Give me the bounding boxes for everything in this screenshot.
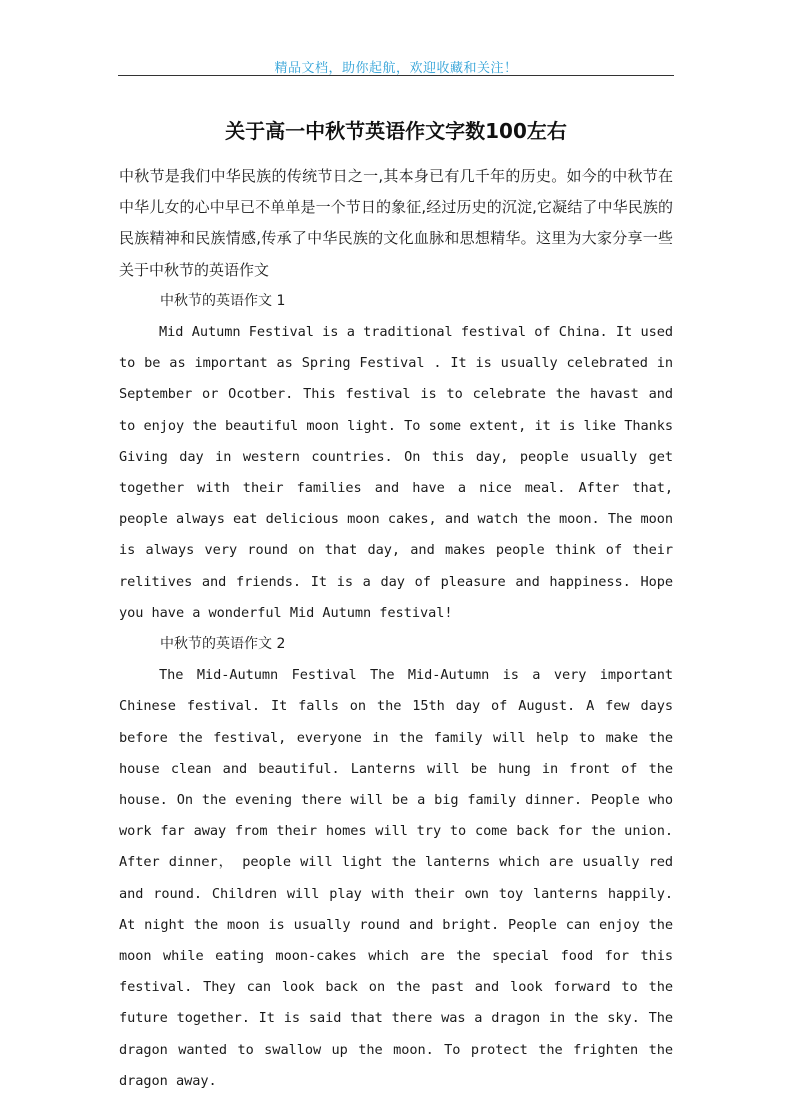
header-divider [118, 75, 674, 76]
essay-1-heading: 中秋节的英语作文 1 [160, 292, 286, 309]
essay-1-body: Mid Autumn Festival is a traditional festival of China. It used to be as important as Spring Festival . It is usually celebrated in September or Ocotber. This festival is to celebrate the havast and to enjoy the beautiful moon light. To some extent, it is like Thanks Giving day in western countries. On this day, people usually get together with their families and have a nice meal. After that, people always eat delicious moon cakes, and watch the moon. The moon is always very round on that day, and makes people think of their relitives and friends. It is a day of pleasure and happiness. Hope you have a wonderful Mid Autumn festival! [119, 324, 673, 621]
document-body [119, 161, 673, 1097]
intro-paragraph: 中秋节是我们中华民族的传统节日之一,其本身已有几千年的历史。如今的中秋节在中华儿女的心中早已不单单是一个节日的象征,经过历史的沉淀,它凝结了中华民族的民族精神和民族情感,传承了中华民族的文化血脉和思想精华。这里为大家分享一些关于中秋节的英语作文 [119, 167, 673, 279]
essay-2-heading: 中秋节的英语作文 2 [160, 636, 286, 653]
essay-2-body: The Mid-Autumn Festival The Mid-Autumn is a very important Chinese festival. It falls on the 15th day of August. A few days before the festival, everyone in the family will help to make the house clean and beautiful. Lanterns will be hung in front of the house. On the evening there will be a big family dinner. People who work far away from their homes will try to come back for the union. After dinner， people will light the lanterns which are usually red and round. Children will play with their own toy lanterns happily. At night the moon is usually round and bright. People can enjoy the moon while eating moon-cakes which are the special food for this festival. They can look back on the past and look forward to the future together. It is said that there was a dragon in the sky. The dragon wanted to swallow up the moon. To protect the frighten the dragon away. [119, 667, 673, 1089]
header-tagline: 精品文档，助你起航，欢迎收藏和关注！ [274, 61, 518, 76]
document-title: 关于高一中秋节英语作文字数100左右 [225, 119, 567, 143]
